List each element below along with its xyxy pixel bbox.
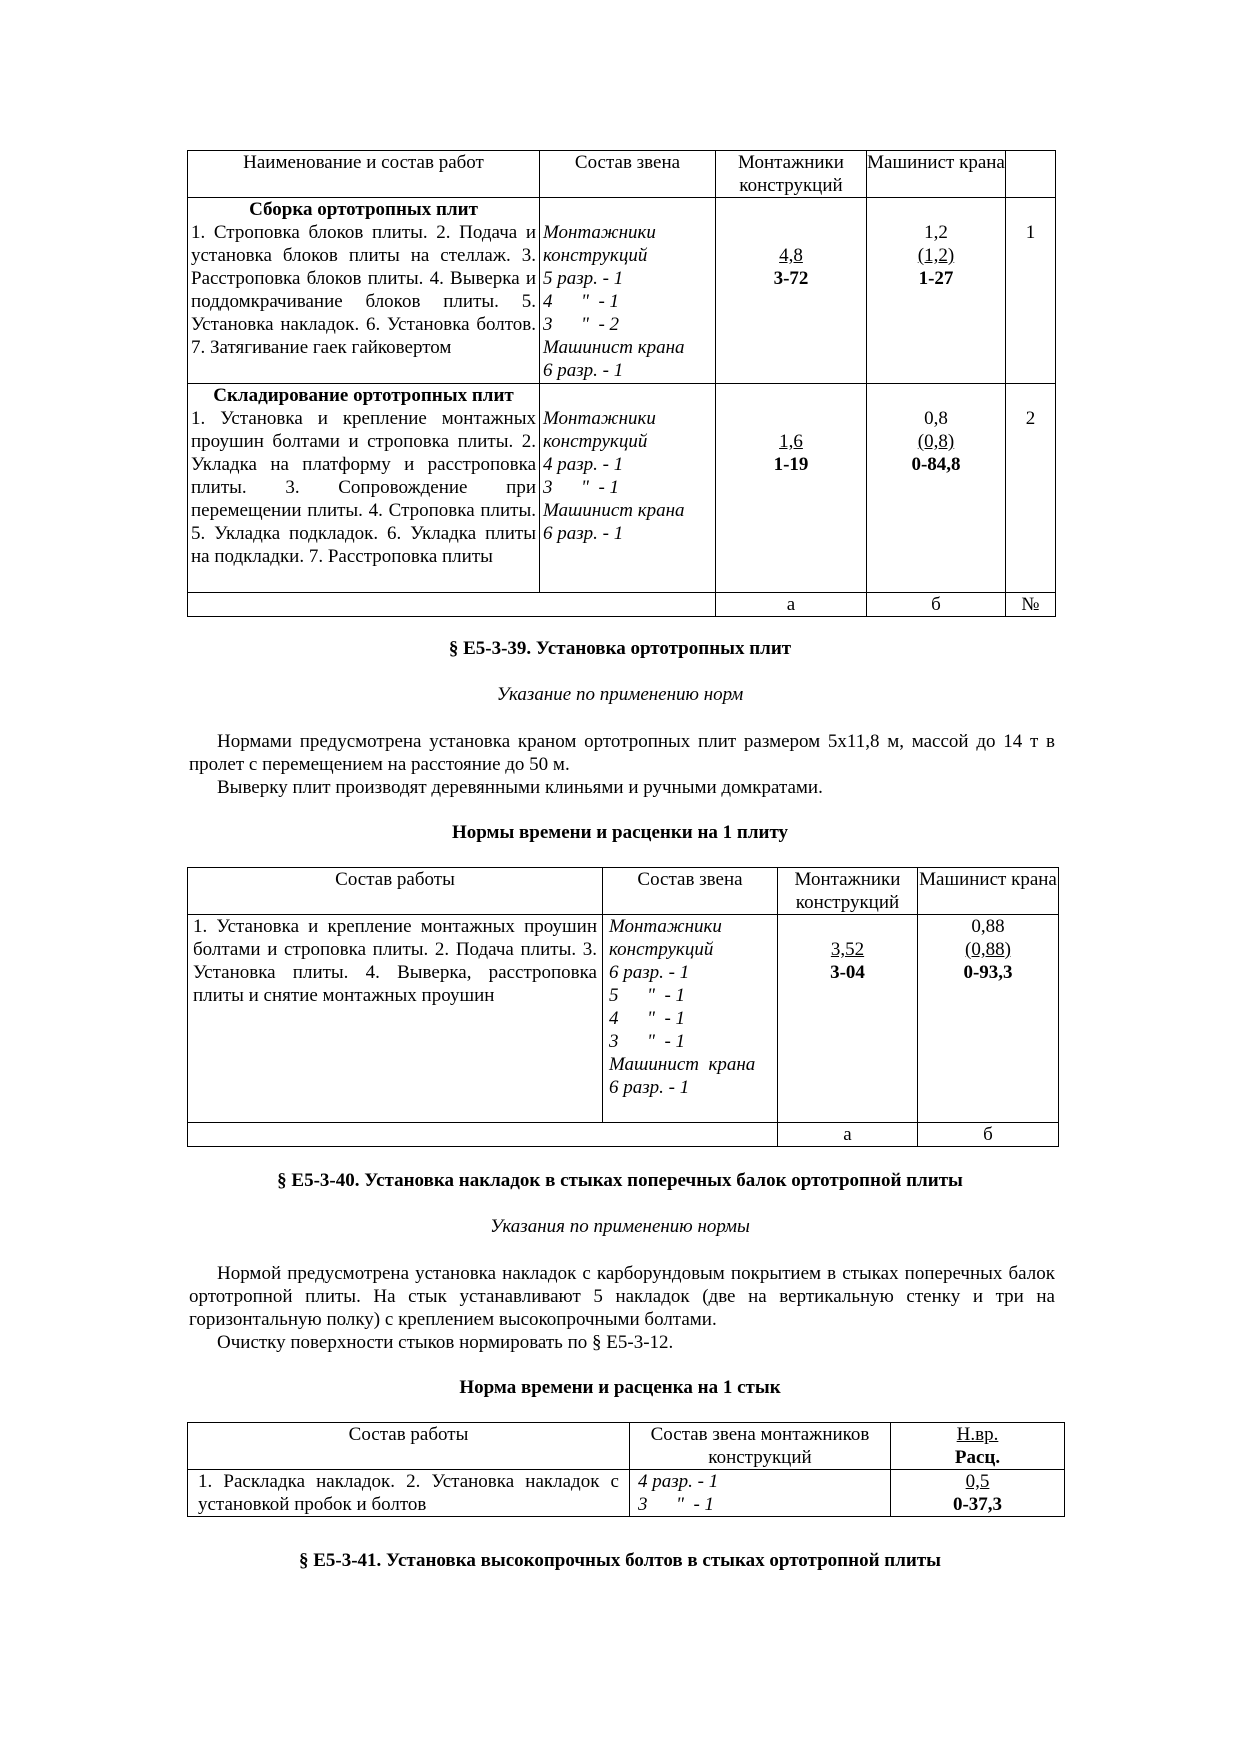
crew-line: Монтажники <box>543 222 656 243</box>
crew-line: 4 разр. - 1 <box>543 454 624 475</box>
crew-line: Машинист крана <box>609 1054 756 1075</box>
table3-header-crew: Состав звена монтажников конструкций <box>630 1423 891 1470</box>
table1-row1-crane-cell <box>867 198 1006 384</box>
crew-line: 6 разр. - 1 <box>609 962 690 983</box>
crew-line: Машинист крана <box>543 500 685 521</box>
table2-header-work: Состав работы <box>188 868 603 915</box>
crew-line: конструкций <box>609 939 714 960</box>
table1-footer-row <box>188 593 1056 617</box>
fitters-norm: 1,6 <box>779 431 803 452</box>
fitters-norm: 3,52 <box>830 939 865 960</box>
paragraph: Выверку плит производят деревянными клиньями и ручными домкратами. <box>217 777 823 798</box>
norms-table-2 <box>187 867 1059 1147</box>
crane-rate: 0-93,3 <box>963 962 1013 983</box>
section-40-text <box>189 1262 1055 1354</box>
table-row <box>188 198 1056 384</box>
table2-footer-empty <box>188 1123 778 1147</box>
table3-header-norm-rate <box>891 1423 1065 1470</box>
crane-norm: 0,8 <box>924 408 948 429</box>
norms-table-3 <box>187 1422 1065 1517</box>
row-work-text: 1. Установка и крепление монтажных проушин болтами и строповка плиты. 2. Укладка на платформу и расстроповка плиты. 3. Сопровождение при перемещении плиты. 4. Строповка плиты. 5. Укладка подкладок. 6. Укладка плиты на подкладки. 7. Расстроповка плиты <box>191 408 536 567</box>
table1-header-work: Наименование и состав работ <box>188 151 540 198</box>
crane-norm-bracket: (1,2) <box>917 245 955 266</box>
table2-header-crew: Состав звена <box>603 868 778 915</box>
row-number: 1 <box>1006 198 1056 384</box>
table3-crew-cell <box>630 1470 891 1517</box>
rate-value: 0-37,3 <box>952 1494 1003 1515</box>
table1-header-empty <box>1006 151 1056 198</box>
section-39-subheading: Указание по применению норм <box>496 684 744 705</box>
table3-header-row <box>188 1423 1065 1470</box>
table2-work-cell <box>188 915 603 1123</box>
section-39-heading: § Е5-3-39. Установка ортотропных плит <box>448 638 792 659</box>
row-work-text: 1. Раскладка накладок. 2. Установка накладок с установкой пробок и болтов <box>198 1471 619 1515</box>
crane-norm: 0,88 <box>971 916 1005 937</box>
crew-line: 4 разр. - 1 <box>638 1471 719 1492</box>
crew-line: 4 " - 1 <box>543 291 620 312</box>
table-row <box>188 1470 1065 1517</box>
paragraph: Нормой предусмотрена установка накладок с карборундовым покрытием в стыках поперечных балок ортотропной плиты. На стык устанавливают 5 накладок (две на вертикальную стенку и три на горизонтальную полку) с креплением высокопрочными болтами. <box>189 1263 1055 1330</box>
table1-header-fitters: Монтажники конструкций <box>716 151 867 198</box>
fitters-rate: 1-19 <box>773 454 809 475</box>
footer-label-a: а <box>716 593 867 617</box>
crane-norm-bracket: (0,8) <box>917 431 955 452</box>
section-40-heading: § Е5-3-40. Установка накладок в стыках поперечных балок ортотропной плиты <box>277 1170 963 1191</box>
table1-row2-crew-cell <box>540 384 716 593</box>
paragraph: Очистку поверхности стыков нормировать по § Е5-3-12. <box>217 1332 674 1353</box>
fitters-rate: 3-72 <box>773 268 809 289</box>
table1-row2-crane-cell <box>867 384 1006 593</box>
crew-line: 3 " - 1 <box>543 477 620 498</box>
fitters-rate: 3-04 <box>830 962 865 983</box>
crew-line: 3 " - 2 <box>543 314 620 335</box>
section-41-heading: § Е5-3-41. Установка высокопрочных болтов в стыках ортотропной плиты <box>298 1550 941 1571</box>
table-row <box>188 384 1056 593</box>
section-39-table-title: Нормы времени и расценки на 1 плиту <box>451 822 789 843</box>
row-work-text: 1. Установка и крепление монтажных проушин болтами и строповка плиты. 2. Подача плиты. 3. Установка плиты. 4. Выверка, расстроповка плиты и снятие монтажных проушин <box>193 916 597 1006</box>
crew-line: 6 разр. - 1 <box>543 360 624 381</box>
crew-line: Монтажники <box>543 408 656 429</box>
crew-line: 3 " - 1 <box>609 1031 686 1052</box>
table3-header-work: Состав работы <box>188 1423 630 1470</box>
section-40-subheading: Указания по применению нормы <box>490 1216 750 1237</box>
crane-rate: 0-84,8 <box>911 454 961 475</box>
section-40-table-title: Норма времени и расценка на 1 стык <box>459 1377 781 1398</box>
table1-row2-work-cell <box>188 384 540 593</box>
section-39-text <box>189 730 1055 799</box>
crew-line: 6 разр. - 1 <box>543 523 624 544</box>
crew-line: Монтажники <box>609 916 722 937</box>
crew-line: 3 " - 1 <box>638 1494 715 1515</box>
row-number: 2 <box>1006 384 1056 593</box>
crane-norm-bracket: (0,88) <box>965 939 1011 960</box>
table3-work-cell <box>188 1470 630 1517</box>
row-title: Складирование ортотропных плит <box>213 385 514 406</box>
crew-line: 5 " - 1 <box>609 985 686 1006</box>
table1-footer-empty <box>188 593 716 617</box>
table2-header-crane: Машинист крана <box>918 868 1059 915</box>
table2-fitters-cell <box>778 915 918 1123</box>
table2-crane-cell <box>918 915 1059 1123</box>
crew-line: 6 разр. - 1 <box>609 1077 690 1098</box>
table-row <box>188 915 1059 1123</box>
table1-header-crane: Машинист крана <box>867 151 1006 198</box>
row-title: Сборка ортотропных плит <box>249 199 478 220</box>
row-work-text: 1. Строповка блоков плиты. 2. Подача и установка блоков плиты на стеллаж. 3. Расстроповка блоков плиты. 4. Выверка и поддомкрачивание блоков плиты. 5. Установка накладок. 6. Установка болтов. 7. Затягивание гаек гайковертом <box>191 222 536 358</box>
crane-norm: 1,2 <box>924 222 948 243</box>
norm-value: 0,5 <box>965 1471 990 1492</box>
table2-crew-cell <box>603 915 778 1123</box>
table2-header-row <box>188 868 1059 915</box>
header-rate: Расц. <box>954 1447 1001 1468</box>
crew-line: 4 " - 1 <box>609 1008 686 1029</box>
table1-row1-work-cell <box>188 198 540 384</box>
table1-row1-crew-cell <box>540 198 716 384</box>
table1-header-crew: Состав звена <box>540 151 716 198</box>
table1-header-row <box>188 151 1056 198</box>
footer-label-num: № <box>1006 593 1056 617</box>
crew-line: конструкций <box>543 245 648 266</box>
footer-label-a: а <box>778 1123 918 1147</box>
table1-row2-fitters-cell <box>716 384 867 593</box>
crane-rate: 1-27 <box>918 268 954 289</box>
crew-line: 5 разр. - 1 <box>543 268 624 289</box>
footer-label-b: б <box>867 593 1006 617</box>
fitters-norm: 4,8 <box>779 245 803 266</box>
norms-table-1 <box>187 150 1056 617</box>
table1-row1-fitters-cell <box>716 198 867 384</box>
footer-label-b: б <box>918 1123 1059 1147</box>
crew-line: конструкций <box>543 431 648 452</box>
table2-footer-row <box>188 1123 1059 1147</box>
crew-line: Машинист крана <box>543 337 685 358</box>
paragraph: Нормами предусмотрена установка краном ортотропных плит размером 5х11,8 м, массой до 14 т в пролет с перемещением на расстояние до 50 м. <box>189 731 1055 775</box>
table2-header-fitters: Монтажники конструкций <box>778 868 918 915</box>
header-norm: Н.вр. <box>956 1424 999 1445</box>
table3-norm-cell <box>891 1470 1065 1517</box>
